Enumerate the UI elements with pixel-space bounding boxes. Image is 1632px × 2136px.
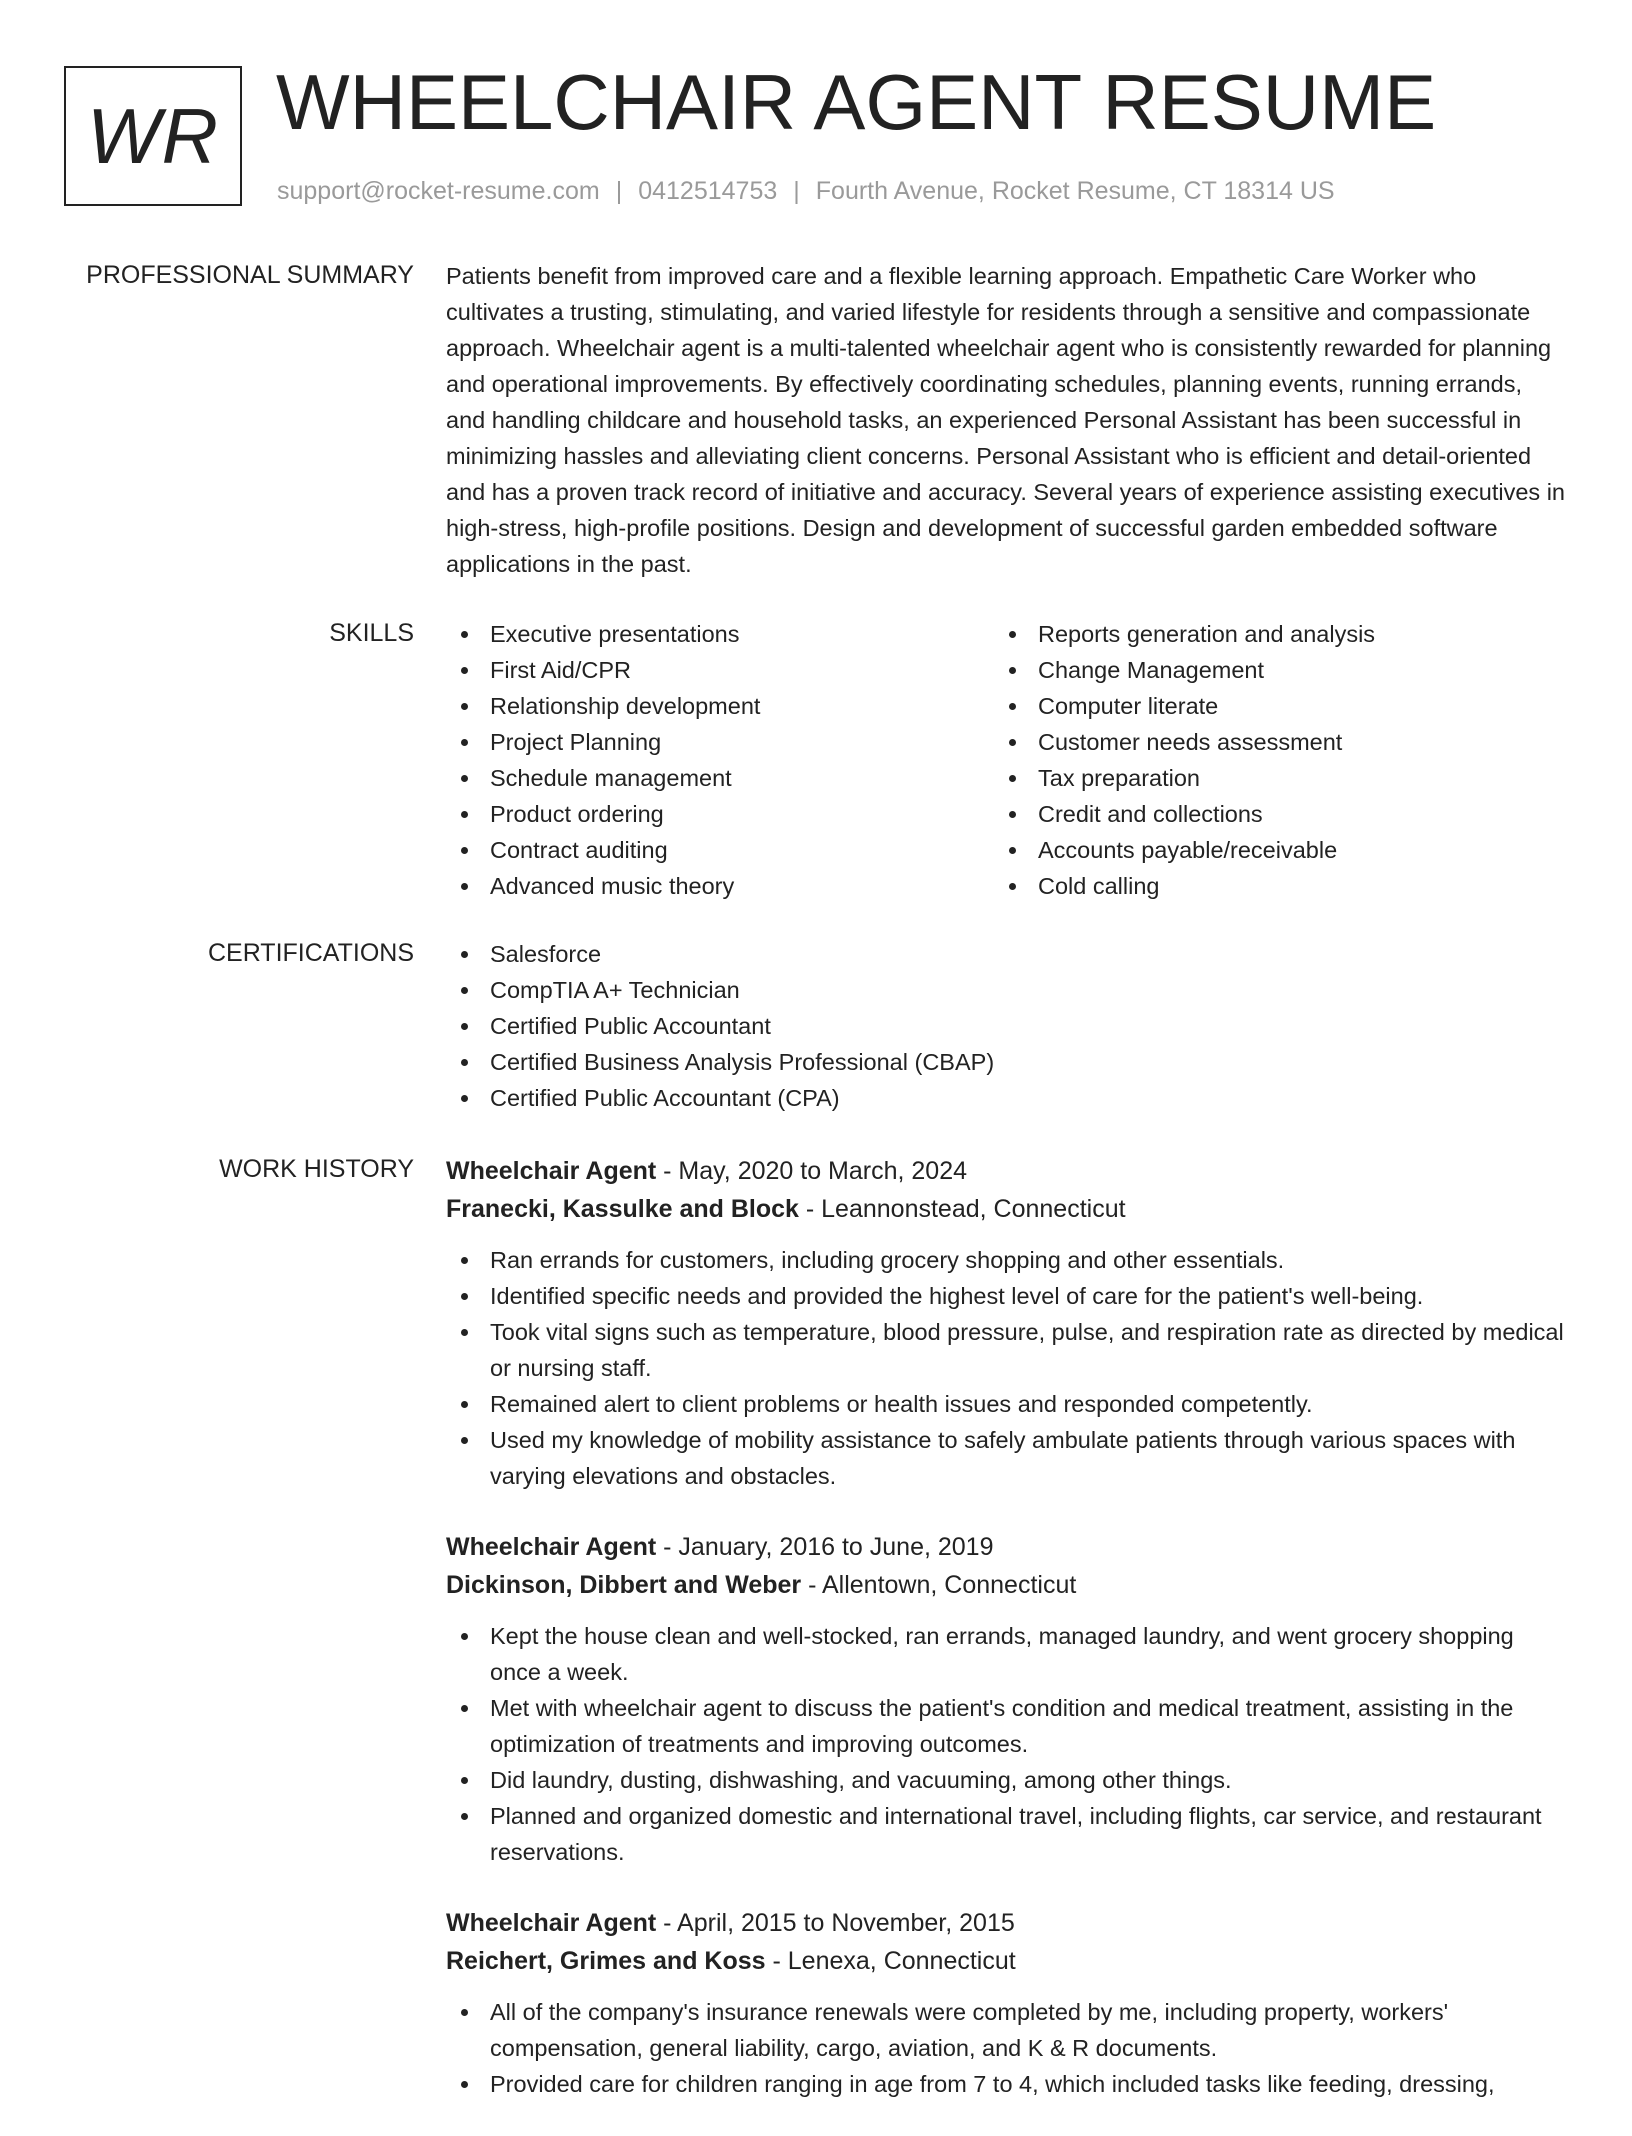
skill-item: Change Management	[994, 652, 1542, 688]
contact-separator: |	[615, 177, 623, 205]
skill-item: Product ordering	[446, 796, 994, 832]
skill-item: Project Planning	[446, 724, 994, 760]
job-duty: Kept the house clean and well-stocked, ran errands, managed laundry, and went grocery shopping once a week.	[446, 1618, 1566, 1690]
job-duty: Provided care for children ranging in age from 7 to 4, which included tasks like feeding, dressing,	[446, 2066, 1566, 2102]
job-duty: Remained alert to client problems or health issues and responded competently.	[446, 1386, 1566, 1422]
job-title: Wheelchair Agent	[446, 1533, 657, 1561]
job-entry	[446, 1152, 1566, 1494]
job-location: - Leannonstead, Connecticut	[798, 1195, 1126, 1223]
job-title: Wheelchair Agent	[446, 1157, 657, 1185]
job-title: Wheelchair Agent	[446, 1909, 657, 1937]
contact-separator: |	[793, 177, 800, 205]
job-duties	[446, 1242, 1566, 1494]
skills-grid	[446, 616, 1566, 904]
job-dates: - May, 2020 to March, 2024	[656, 1157, 968, 1185]
monogram-initials: WR	[87, 91, 219, 180]
contact-phone: 0412514753	[638, 177, 778, 205]
certification-item: Salesforce	[446, 936, 1566, 972]
certification-item: Certified Public Accountant	[446, 1008, 1566, 1044]
job-title-line	[446, 1152, 1566, 1190]
skill-item: Relationship development	[446, 688, 994, 724]
certifications-list	[446, 936, 1566, 1116]
job-duty: Did laundry, dusting, dishwashing, and vacuuming, among other things.	[446, 1762, 1566, 1798]
job-duty: Planned and organized domestic and international travel, including flights, car service, and restaurant reservations.	[446, 1798, 1566, 1870]
summary-text: Patients benefit from improved care and a flexible learning approach. Empathetic Care Worker who cultivates a trusting, stimulating, and varied lifestyle for residents through a sensitive and compassionate approach. Wheelchair agent is a multi-talented wheelchair agent who is consistently rewarded for planning and operational improvements. By effectively coordinating schedules, planning events, running errands, and handling childcare and household tasks, an experienced Personal Assistant has been successful in minimizing hassles and alleviating client concerns. Personal Assistant who is efficient and detail-oriented and has a proven track record of initiative and accuracy. Several years of experience assisting executives in high-stress, high-profile positions. Design and development of successful garden embedded software applications in the past.	[446, 263, 1566, 577]
skill-item: Cold calling	[994, 868, 1542, 904]
section-label-summary: PROFESSIONAL SUMMARY	[86, 261, 414, 289]
monogram-box	[64, 66, 242, 206]
job-location: - Allentown, Connecticut	[801, 1571, 1077, 1599]
job-entry	[446, 1528, 1566, 1870]
job-company-line	[446, 1190, 1566, 1228]
skill-item: Accounts payable/receivable	[994, 832, 1542, 868]
certification-item: CompTIA A+ Technician	[446, 972, 1566, 1008]
job-company-line	[446, 1566, 1566, 1604]
skill-item: Customer needs assessment	[994, 724, 1542, 760]
skills-column-2	[994, 616, 1542, 904]
contact-address: Fourth Avenue, Rocket Resume, CT 18314 US	[815, 177, 1335, 205]
job-title-line	[446, 1528, 1566, 1566]
skills-column-1	[446, 616, 994, 904]
job-company: Dickinson, Dibbert and Weber	[446, 1571, 802, 1599]
job-duties	[446, 1994, 1566, 2102]
skill-item: Computer literate	[994, 688, 1542, 724]
certification-item: Certified Public Accountant (CPA)	[446, 1080, 1566, 1116]
contact-line	[277, 174, 1335, 208]
skill-item: Schedule management	[446, 760, 994, 796]
job-company: Franecki, Kassulke and Block	[446, 1195, 799, 1223]
summary-content	[446, 258, 1566, 582]
job-duty: Used my knowledge of mobility assistance to safely ambulate patients through various spaces with varying elevations and obstacles.	[446, 1422, 1566, 1494]
job-entry	[446, 1904, 1566, 2102]
skill-item: Advanced music theory	[446, 868, 994, 904]
job-title-line	[446, 1904, 1566, 1942]
job-location: - Lenexa, Connecticut	[765, 1947, 1016, 1975]
section-label-skills: SKILLS	[329, 619, 414, 647]
work-history-content	[446, 1152, 1566, 2136]
job-company: Reichert, Grimes and Koss	[446, 1947, 766, 1975]
skill-item: Reports generation and analysis	[994, 616, 1542, 652]
job-company-line	[446, 1942, 1566, 1980]
job-duties	[446, 1618, 1566, 1870]
section-label-certifications: CERTIFICATIONS	[207, 939, 414, 967]
job-dates: - April, 2015 to November, 2015	[656, 1909, 1015, 1937]
certifications-content	[446, 936, 1566, 1116]
job-duty: Identified specific needs and provided the highest level of care for the patient's well-being.	[446, 1278, 1566, 1314]
certification-item: Certified Business Analysis Professional (CBAP)	[446, 1044, 1566, 1080]
job-duty: All of the company's insurance renewals were completed by me, including property, workers' compensation, general liability, cargo, aviation, and K & R documents.	[446, 1994, 1566, 2066]
skill-item: Contract auditing	[446, 832, 994, 868]
job-duty: Took vital signs such as temperature, blood pressure, pulse, and respiration rate as directed by medical or nursing staff.	[446, 1314, 1566, 1386]
skill-item: Executive presentations	[446, 616, 994, 652]
skill-item: Tax preparation	[994, 760, 1542, 796]
contact-email: support@rocket-resume.com	[277, 177, 600, 205]
section-label-work-history: WORK HISTORY	[219, 1155, 414, 1183]
skill-item: First Aid/CPR	[446, 652, 994, 688]
skill-item: Credit and collections	[994, 796, 1542, 832]
resume-title: WHEELCHAIR AGENT RESUME	[276, 58, 1437, 146]
job-duty: Met with wheelchair agent to discuss the patient's condition and medical treatment, assisting in the optimization of treatments and improving outcomes.	[446, 1690, 1566, 1762]
job-duty: Ran errands for customers, including grocery shopping and other essentials.	[446, 1242, 1566, 1278]
job-dates: - January, 2016 to June, 2019	[656, 1533, 994, 1561]
